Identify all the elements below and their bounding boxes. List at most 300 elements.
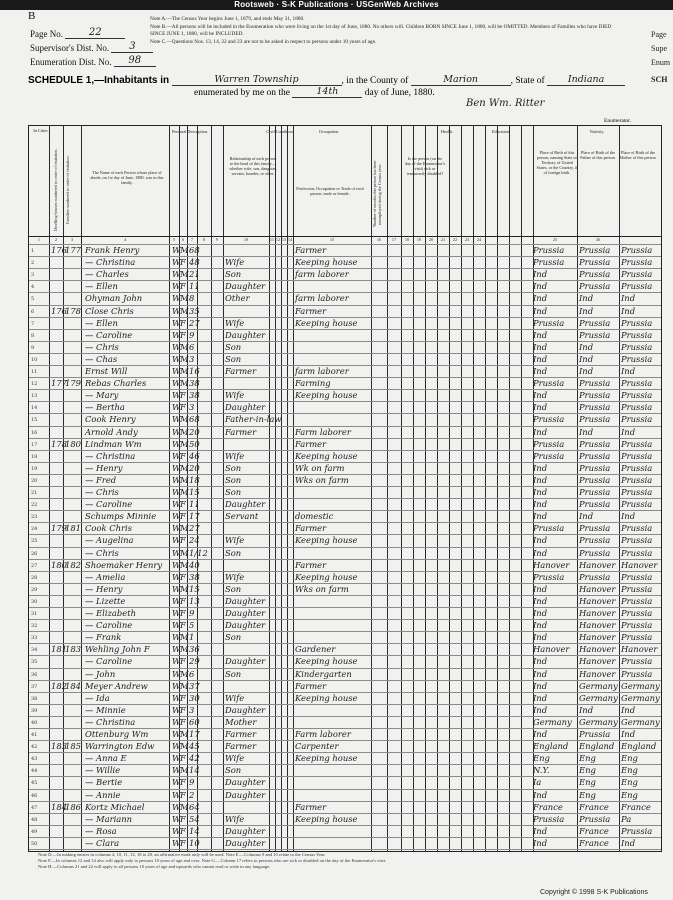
table-row xyxy=(29,401,661,413)
cell-n: 27 xyxy=(31,562,38,569)
cell-sex: M xyxy=(180,741,189,752)
cell-race: W xyxy=(172,632,181,643)
cell-rel: Farmer xyxy=(225,426,257,437)
column-number: 17 xyxy=(391,237,397,242)
cell-sex: M xyxy=(180,765,189,776)
cell-b2: Hanover xyxy=(579,583,616,594)
cell-b3: Prussia xyxy=(621,390,653,401)
cell-age: 42 xyxy=(189,753,200,764)
cell-name: — Anna E xyxy=(85,753,127,764)
cell-race: W xyxy=(172,499,181,510)
cell-b3: Germany xyxy=(621,716,660,727)
adjacent-page-fragment-2: Supe xyxy=(651,44,667,53)
cell-occ: Keeping house xyxy=(295,450,358,461)
cell-n: 43 xyxy=(31,756,38,763)
column-number: 12 xyxy=(275,237,281,242)
page-number-field xyxy=(30,27,125,39)
cell-b3: Ind xyxy=(621,366,636,376)
cell-n: 24 xyxy=(31,526,38,533)
cell-age: 40 xyxy=(189,559,200,570)
table-row xyxy=(29,438,661,450)
cell-b1: Ind xyxy=(533,426,548,437)
cell-b1: Prussia xyxy=(533,257,565,268)
table-row xyxy=(29,474,661,486)
cell-race: W xyxy=(172,353,181,364)
cell-name: — Amelia xyxy=(85,571,126,582)
cell-b3: Prussia xyxy=(621,450,653,461)
cell-age: 14 xyxy=(189,765,200,776)
cell-n: 49 xyxy=(31,828,38,835)
table-row xyxy=(29,353,661,365)
cell-age: 27 xyxy=(189,317,200,328)
cell-name: — Willie xyxy=(85,765,121,776)
cell-name: Arnold Andy xyxy=(85,426,138,437)
cell-b3: Hanover xyxy=(621,644,658,655)
cell-race: W xyxy=(172,269,181,280)
cell-age: 27 xyxy=(189,523,200,534)
cell-occ: Keeping house xyxy=(295,692,358,703)
cell-age: 1 xyxy=(189,632,195,643)
header-education: Education. xyxy=(491,129,511,134)
cell-b1: Ind xyxy=(533,595,548,606)
cell-b3: Prussia xyxy=(621,608,653,618)
cell-n: 2 xyxy=(31,260,35,267)
cell-b1: Ind xyxy=(533,789,548,800)
cell-sex: M xyxy=(180,680,189,691)
cell-occ: Keeping house xyxy=(295,257,358,268)
table-row xyxy=(29,317,661,329)
table-row xyxy=(29,389,661,401)
cell-sex: M xyxy=(180,245,189,255)
cell-sex: F xyxy=(180,317,186,328)
cell-sex: M xyxy=(180,668,189,679)
cell-b1: Ind xyxy=(533,668,548,679)
cell-age: 35 xyxy=(189,305,200,316)
cell-n: 44 xyxy=(31,768,38,775)
cell-fam: 185 xyxy=(65,741,81,752)
cell-n: 28 xyxy=(31,574,38,581)
cell-name: — Charles xyxy=(85,269,129,280)
table-row xyxy=(29,522,661,534)
cell-age: 60 xyxy=(189,716,200,727)
supervisor-field xyxy=(30,41,153,53)
cell-age: 68 xyxy=(189,414,200,425)
column-number: 21 xyxy=(440,237,446,242)
cell-b3: Prussia xyxy=(621,245,653,255)
cell-b2: Germany xyxy=(579,680,618,691)
table-row xyxy=(29,837,661,849)
cell-name: — Frank xyxy=(85,632,122,643)
column-number: 14 xyxy=(287,237,293,242)
cell-fam: 181 xyxy=(65,523,81,534)
cell-rel: Farmer xyxy=(225,729,257,739)
footnotes xyxy=(38,852,508,871)
cell-sex: M xyxy=(180,632,189,643)
cell-n: 12 xyxy=(31,381,38,388)
cell-race: W xyxy=(172,402,181,413)
cell-name: Cook Henry xyxy=(85,414,136,425)
cell-race: W xyxy=(172,765,181,776)
cell-sex: F xyxy=(180,402,186,413)
cell-age: 20 xyxy=(189,462,200,473)
cell-b1: Prussia xyxy=(533,378,565,389)
table-row xyxy=(29,631,661,643)
cell-race: W xyxy=(172,450,181,461)
cell-rel: Son xyxy=(225,583,242,594)
cell-sex: F xyxy=(180,825,186,836)
cell-race: W xyxy=(172,801,181,812)
cell-b1: Ind xyxy=(533,535,548,546)
cell-b3: Prussia xyxy=(621,571,653,582)
cell-b3: Prussia xyxy=(621,402,653,413)
cell-name: — Rosa xyxy=(85,825,117,836)
cell-rel: Wife xyxy=(225,571,245,582)
cell-sex: M xyxy=(180,583,189,594)
cell-n: 3 xyxy=(31,272,35,279)
table-row xyxy=(29,680,661,692)
cell-age: 54 xyxy=(189,813,200,824)
table-row xyxy=(29,752,661,764)
cell-occ: Farmer xyxy=(295,245,327,255)
cell-sex: M xyxy=(180,729,189,739)
table-row xyxy=(29,268,661,280)
cell-age: 13 xyxy=(189,595,200,606)
cell-race: W xyxy=(172,583,181,594)
cell-name: — Clara xyxy=(85,837,120,848)
table-row xyxy=(29,619,661,631)
cell-b2: Hanover xyxy=(579,559,616,570)
cell-rel: Son xyxy=(225,341,242,352)
cell-sex: F xyxy=(180,281,186,292)
cell-sex: M xyxy=(180,366,189,376)
cell-b3: Prussia xyxy=(621,353,653,364)
cell-b1: Ind xyxy=(533,729,548,739)
cell-b2: Prussia xyxy=(579,390,611,401)
cell-n: 50 xyxy=(31,840,38,847)
cell-occ: Farmer xyxy=(295,559,327,570)
cell-sex: F xyxy=(180,450,186,461)
cell-sex: M xyxy=(180,438,189,449)
column-number: 24 xyxy=(476,237,482,242)
cell-b1: Ind xyxy=(533,825,548,836)
cell-n: 47 xyxy=(31,804,38,811)
cell-b1: Prussia xyxy=(533,450,565,461)
cell-sex: M xyxy=(180,414,189,425)
cell-name: — Christina xyxy=(85,257,136,268)
table-row xyxy=(29,643,661,655)
cell-rel: Son xyxy=(225,269,242,280)
cell-name: Warrington Edw xyxy=(85,741,155,752)
cell-sex: F xyxy=(180,692,186,703)
cell-name: Frank Henry xyxy=(85,245,140,255)
cell-b3: Ind xyxy=(621,426,636,437)
cell-rel: Son xyxy=(225,474,242,485)
cell-sex: F xyxy=(180,608,186,618)
cell-age: 5 xyxy=(189,620,195,631)
cell-occ: Keeping house xyxy=(295,535,358,546)
cell-race: W xyxy=(172,462,181,473)
cell-age: 46 xyxy=(189,450,200,461)
cell-n: 48 xyxy=(31,816,38,823)
cell-n: 17 xyxy=(31,441,38,448)
cell-name: — Caroline xyxy=(85,499,133,510)
cell-race: W xyxy=(172,571,181,582)
cell-b1: Ind xyxy=(533,583,548,594)
cell-fam: 186 xyxy=(65,801,81,812)
adjacent-page-fragment-4: SCH xyxy=(651,75,668,84)
cell-b3: Eng xyxy=(621,753,638,764)
column-number: 13 xyxy=(281,237,287,242)
copyright-notice: Copyright © 1998 S-K Publications xyxy=(540,889,648,896)
cell-age: 37 xyxy=(189,680,200,691)
cell-n: 5 xyxy=(31,296,35,303)
cell-b3: Prussia xyxy=(621,499,653,510)
cell-age: 21 xyxy=(189,269,200,280)
cell-age: 8 xyxy=(189,293,195,304)
cell-rel: Wife xyxy=(225,692,245,703)
cell-b1: Prussia xyxy=(533,571,565,582)
table-row xyxy=(29,607,661,619)
cell-age: 16 xyxy=(189,366,200,376)
table-row xyxy=(29,655,661,667)
cell-b3: Prussia xyxy=(621,620,653,631)
cell-name: — Ellen xyxy=(85,317,118,328)
cell-race: W xyxy=(172,741,181,752)
cell-fam: 179 xyxy=(65,378,81,389)
cell-dw: 182 xyxy=(51,680,67,691)
cell-b2: Hanover xyxy=(579,632,616,643)
adjacent-page-fragment-1: Page xyxy=(651,30,667,39)
cell-b3: Eng xyxy=(621,789,638,800)
cell-n: 10 xyxy=(31,356,38,363)
column-number: 7 xyxy=(190,237,194,242)
header-occupation-sub: Profession, Occupation or Trade of each person, male or female. xyxy=(296,186,364,196)
cell-b3: Eng xyxy=(621,765,638,776)
cell-b1: Ind xyxy=(533,353,548,364)
cell-race: W xyxy=(172,837,181,848)
cell-n: 35 xyxy=(31,659,38,666)
cell-b1: Ind xyxy=(533,620,548,631)
enumeration-district-field xyxy=(30,55,156,67)
cell-b3: Germany xyxy=(621,692,660,703)
cell-b2: Hanover xyxy=(579,644,616,655)
enum-day: 14th xyxy=(292,86,362,98)
supervisor-label: Supervisor's Dist. No. xyxy=(30,43,110,53)
cell-race: W xyxy=(172,245,181,255)
cell-b3: France xyxy=(621,801,651,812)
cell-race: W xyxy=(172,366,181,376)
cell-race: W xyxy=(172,559,181,570)
cell-name: Schumps Minnie xyxy=(85,511,157,522)
cell-b2: Ind xyxy=(579,704,594,715)
cell-dw: 177 xyxy=(51,378,67,389)
cell-race: W xyxy=(172,547,181,558)
cell-rel: Daughter xyxy=(225,789,266,800)
cell-age: 68 xyxy=(189,245,200,255)
cell-b1: Hanover xyxy=(533,559,570,570)
cell-name: Wehling John F xyxy=(85,644,150,655)
supervisor-value: 3 xyxy=(111,41,153,53)
schedule-state: Indiana xyxy=(547,74,625,86)
cell-b3: Prussia xyxy=(621,632,653,643)
cell-n: 16 xyxy=(31,429,38,436)
cell-n: 1 xyxy=(31,248,35,254)
cell-b3: Prussia xyxy=(621,438,653,449)
cell-age: 17 xyxy=(189,511,200,522)
cell-n: 21 xyxy=(31,490,38,496)
note-a: Note A.—The Census Year begins June 1, 1879, and ends May 31, 1880. xyxy=(150,16,305,22)
table-row xyxy=(29,813,661,825)
cell-b2: Prussia xyxy=(579,378,611,389)
cell-sex: M xyxy=(180,487,189,497)
cell-race: W xyxy=(172,474,181,485)
cell-race: W xyxy=(172,378,181,389)
cell-b2: Germany xyxy=(579,716,618,727)
cell-n: 26 xyxy=(31,550,38,557)
cell-dw: 183 xyxy=(51,741,67,752)
table-row xyxy=(29,728,661,740)
cell-name: Close Chris xyxy=(85,305,134,316)
cell-name: — Chris xyxy=(85,547,119,558)
cell-b2: Prussia xyxy=(579,535,611,546)
cell-dw: 181 xyxy=(51,644,67,655)
cell-dw: 176 xyxy=(51,245,67,255)
cell-name: Meyer Andrew xyxy=(85,680,148,691)
cell-b2: Prussia xyxy=(579,281,611,292)
cell-name: Ernst Will xyxy=(85,366,128,376)
table-row xyxy=(29,583,661,595)
cell-rel: Daughter xyxy=(225,608,266,618)
cell-b1: Ind xyxy=(533,680,548,691)
cell-n: 29 xyxy=(31,586,38,593)
cell-age: 48 xyxy=(189,257,200,268)
cell-rel: Daughter xyxy=(225,837,266,848)
header-relationship: Relationship of each person to the head of this family—whether wife, son, daughter, servant, boarder, or other. xyxy=(229,156,277,176)
cell-sex: F xyxy=(180,511,186,522)
footnote-3: Note H.—Columns 21 and 22 will apply to all persons 10 years of age and upwards who cannot read or write in any language. xyxy=(38,864,271,870)
cell-b2: Eng xyxy=(579,765,596,776)
cell-b2: England xyxy=(579,741,615,752)
cell-rel: Daughter xyxy=(225,656,266,667)
cell-race: W xyxy=(172,281,181,292)
cell-b2: Eng xyxy=(579,777,596,788)
cell-sex: M xyxy=(180,426,189,437)
cell-n: 13 xyxy=(31,393,38,400)
header-nativity: Nativity. xyxy=(589,129,605,134)
cell-race: W xyxy=(172,644,181,655)
cell-b1: Prussia xyxy=(533,813,565,824)
cell-b1: Hanover xyxy=(533,644,570,655)
cell-occ: farm laborer xyxy=(295,293,349,304)
cell-age: 6 xyxy=(189,341,195,352)
cell-rel: Wife xyxy=(225,535,245,546)
cell-b1: Ind xyxy=(533,329,548,340)
footnote-1: Note D.—In making entries in columns 4, 10, 11, 12, 18 to 20, an affirmative mark only will be used. Note E.—Columns 9 and 10 relate to the Census Year. xyxy=(38,852,326,857)
note-c: Note C.—Questions Nos. 13, 14, 22 and 23 are not to be asked in respect to persons under 10 years of age. xyxy=(150,38,377,45)
cell-occ: Wks on farm xyxy=(295,474,349,485)
table-row xyxy=(29,692,661,704)
cell-sex: F xyxy=(180,595,186,606)
cell-race: W xyxy=(172,511,181,522)
header-family-number: Families numbered in order of visitation. xyxy=(65,155,70,225)
cell-b1: Ind xyxy=(533,656,548,667)
cell-b3: Prussia xyxy=(621,317,653,328)
cell-n: 14 xyxy=(31,405,38,412)
cell-sex: F xyxy=(180,656,186,667)
enumerator-label: Enumerator. xyxy=(604,118,632,124)
table-row xyxy=(29,280,661,292)
column-number: 8 xyxy=(202,237,206,242)
cell-race: W xyxy=(172,813,181,824)
table-row xyxy=(29,716,661,728)
cell-n: 25 xyxy=(31,538,38,545)
cell-b2: Prussia xyxy=(579,402,611,413)
cell-n: 42 xyxy=(31,744,38,751)
cell-rel: Daughter xyxy=(225,704,266,715)
column-number: 19 xyxy=(416,237,422,242)
cell-rel: Son xyxy=(225,765,242,776)
cell-sex: F xyxy=(180,716,186,727)
table-row xyxy=(29,559,661,571)
header-personal-description: Personal Description. xyxy=(171,129,209,134)
cell-race: W xyxy=(172,257,181,268)
table-row xyxy=(29,413,661,425)
cell-b1: Ind xyxy=(533,692,548,703)
cell-b3: Pa xyxy=(621,813,632,824)
cell-b3: Ind xyxy=(621,729,636,739)
cell-b2: Eng xyxy=(579,753,596,764)
cell-age: 38 xyxy=(189,378,200,389)
cell-name: Ohyman John xyxy=(85,293,143,304)
cell-b3: Eng xyxy=(621,777,638,788)
cell-b2: Prussia xyxy=(579,317,611,328)
archive-banner: Rootsweb · S-K Publications · USGenWeb Archives xyxy=(0,0,673,10)
cell-b1: England xyxy=(533,741,569,752)
cell-rel: Son xyxy=(225,353,242,364)
cell-name: — Henry xyxy=(85,462,123,473)
cell-b3: Prussia xyxy=(621,378,653,389)
cell-occ: domestic xyxy=(295,511,334,522)
cell-age: 11 xyxy=(189,281,200,292)
cell-b3: Prussia xyxy=(621,474,653,485)
column-number: 26 xyxy=(595,237,601,242)
cell-rel: Wife xyxy=(225,450,245,461)
cell-race: W xyxy=(172,704,181,715)
cell-rel: Daughter xyxy=(225,499,266,510)
header-birth-self: Place of Birth of this person, naming State or Territory of United States, or the Country, if of foreign birth. xyxy=(536,150,578,175)
cell-n: 39 xyxy=(31,707,38,714)
cell-rel: Wife xyxy=(225,390,245,401)
cell-n: 30 xyxy=(31,598,38,605)
cell-occ: farm laborer xyxy=(295,366,349,376)
table-row xyxy=(29,510,661,522)
table-row xyxy=(29,740,661,752)
cell-name: — Mary xyxy=(85,390,119,401)
census-notes xyxy=(150,16,620,46)
cell-b3: Prussia xyxy=(621,583,653,594)
cell-b1: Eng xyxy=(533,753,550,764)
cell-race: W xyxy=(172,438,181,449)
cell-b2: Ind xyxy=(579,353,594,364)
cell-age: 10 xyxy=(189,837,200,848)
cell-b1: Germany xyxy=(533,716,572,727)
column-number: 9 xyxy=(215,237,219,242)
cell-b2: Prussia xyxy=(579,438,611,449)
county-label: , in the County of xyxy=(341,76,409,86)
cell-rel: Son xyxy=(225,462,242,473)
cell-age: 3 xyxy=(189,402,195,413)
table-row xyxy=(29,426,661,438)
